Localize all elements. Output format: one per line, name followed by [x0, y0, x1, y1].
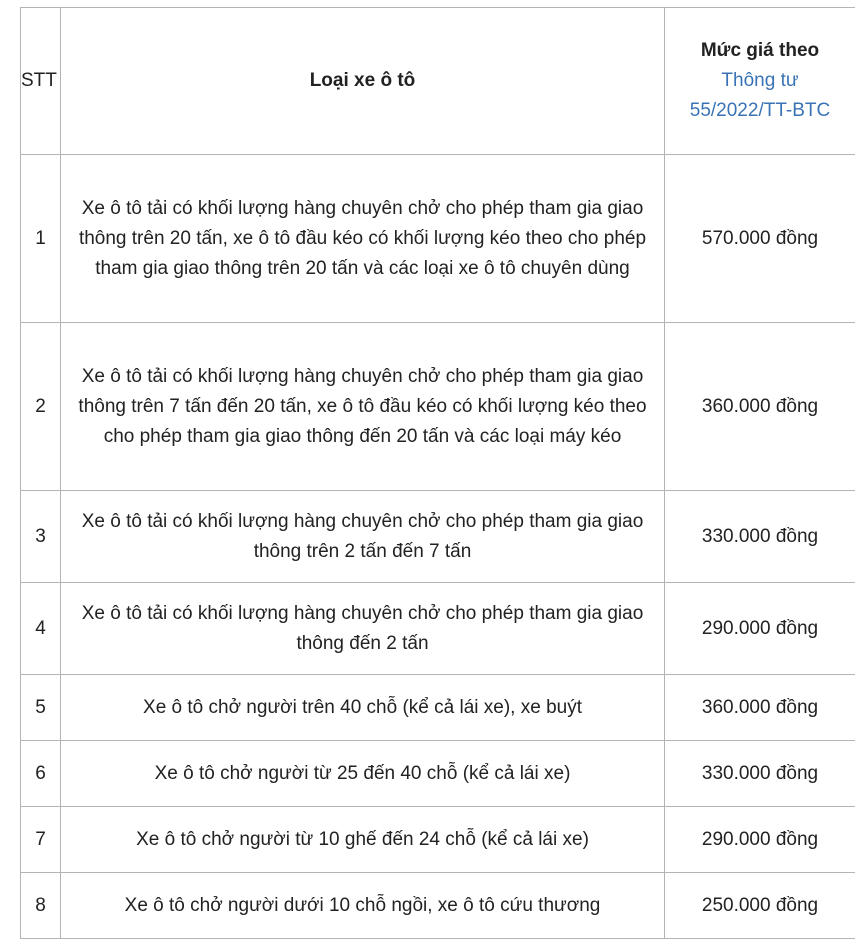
fee-table-container: [20, 7, 855, 939]
row-price: 360.000 đồng: [665, 675, 855, 741]
table-row: [21, 807, 855, 873]
row-vehicle-type: Xe ô tô tải có khối lượng hàng chuyên chở cho phép tham gia giao thông trên 7 tấn đến 20 tấn, xe ô tô đầu kéo có khối lượng kéo theo cho phép tham gia giao thông đến 20 tấn và các loại máy kéo: [61, 323, 665, 491]
row-price: 290.000 đồng: [665, 583, 855, 675]
row-stt: 7: [21, 807, 61, 873]
row-vehicle-type: Xe ô tô tải có khối lượng hàng chuyên chở cho phép tham gia giao thông trên 20 tấn, xe ô tô đầu kéo có khối lượng kéo theo cho phép tham gia giao thông trên 20 tấn và các loại xe ô tô chuyên dùng: [61, 155, 665, 323]
row-vehicle-type: Xe ô tô tải có khối lượng hàng chuyên chở cho phép tham gia giao thông trên 2 tấn đến 7 tấn: [61, 491, 665, 583]
row-stt: 5: [21, 675, 61, 741]
row-price: 290.000 đồng: [665, 807, 855, 873]
row-stt: 8: [21, 873, 61, 939]
row-stt: 1: [21, 155, 61, 323]
header-vehicle-type: Loại xe ô tô: [61, 8, 665, 155]
table-row: [21, 741, 855, 807]
header-stt: STT: [21, 8, 61, 155]
header-price-title: Mức giá theo: [700, 40, 820, 61]
circular-link-line-1[interactable]: Thông tư: [721, 70, 799, 91]
row-vehicle-type: Xe ô tô chở người trên 40 chỗ (kể cả lái xe), xe buýt: [61, 675, 665, 741]
row-stt: 4: [21, 583, 61, 675]
row-vehicle-type: Xe ô tô tải có khối lượng hàng chuyên chở cho phép tham gia giao thông đến 2 tấn: [61, 583, 665, 675]
table-row: [21, 873, 855, 939]
row-stt: 6: [21, 741, 61, 807]
row-vehicle-type: Xe ô tô chở người từ 25 đến 40 chỗ (kể cả lái xe): [61, 741, 665, 807]
row-price: 330.000 đồng: [665, 741, 855, 807]
row-price: 250.000 đồng: [665, 873, 855, 939]
table-row: [21, 583, 855, 675]
row-stt: 2: [21, 323, 61, 491]
fee-table: [20, 7, 855, 939]
row-price: 360.000 đồng: [665, 323, 855, 491]
table-row: [21, 323, 855, 491]
row-vehicle-type: Xe ô tô chở người dưới 10 chỗ ngồi, xe ô tô cứu thương: [61, 873, 665, 939]
row-vehicle-type: Xe ô tô chở người từ 10 ghế đến 24 chỗ (kể cả lái xe): [61, 807, 665, 873]
header-price: [665, 8, 855, 155]
circular-link-line-2[interactable]: 55/2022/TT-BTC: [689, 100, 831, 121]
row-stt: 3: [21, 491, 61, 583]
table-row: [21, 491, 855, 583]
table-row: [21, 675, 855, 741]
table-row: [21, 155, 855, 323]
row-price: 570.000 đồng: [665, 155, 855, 323]
table-header-row: [21, 8, 855, 155]
row-price: 330.000 đồng: [665, 491, 855, 583]
